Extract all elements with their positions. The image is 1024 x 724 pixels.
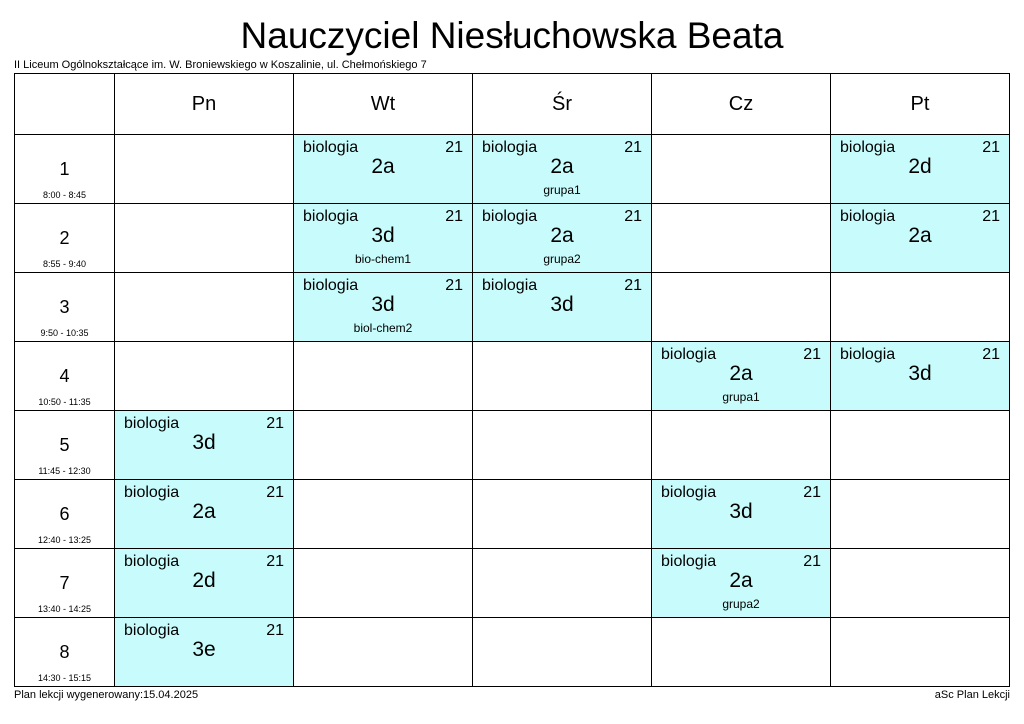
lesson-room: 21 (982, 346, 1000, 363)
lesson-cell (115, 618, 294, 687)
lesson-subject: biologia (303, 208, 359, 225)
empty-cell (831, 618, 1010, 687)
lesson-cell (652, 342, 831, 411)
day-header: Cz (652, 74, 831, 135)
period-cell (15, 342, 115, 411)
lesson-subject: biologia (661, 346, 717, 363)
lesson-subject: biologia (124, 622, 180, 639)
lesson-group: biol-chem2 (353, 321, 413, 335)
lesson-class: 2a (550, 155, 574, 178)
period-row (15, 618, 1010, 687)
empty-cell (831, 549, 1010, 618)
lesson-subject: biologia (303, 277, 359, 294)
lesson-group: grupa1 (722, 390, 760, 404)
lesson-cell (294, 204, 473, 273)
lesson-room: 21 (624, 139, 642, 156)
software-brand: aSc Plan Lekcji (934, 689, 1010, 701)
lesson-class: 2a (371, 155, 395, 178)
lesson-class: 2d (908, 155, 932, 178)
period-cell (15, 618, 115, 687)
period-number: 4 (59, 366, 70, 386)
empty-cell (831, 411, 1010, 480)
empty-cell (473, 480, 652, 549)
lesson-subject: biologia (482, 277, 538, 294)
lesson-cell (115, 480, 294, 549)
empty-cell (294, 342, 473, 411)
lesson-group: bio-chem1 (354, 252, 412, 266)
period-row (15, 480, 1010, 549)
period-cell (15, 549, 115, 618)
corner-cell (15, 74, 115, 135)
lesson-subject: biologia (303, 139, 359, 156)
day-header: Pt (831, 74, 1010, 135)
lesson-cell (294, 273, 473, 342)
period-cell (15, 135, 115, 204)
period-cell (15, 480, 115, 549)
lesson-subject: biologia (124, 553, 180, 570)
period-row (15, 342, 1010, 411)
lesson-room: 21 (266, 484, 284, 501)
empty-cell (831, 273, 1010, 342)
empty-cell (473, 618, 652, 687)
lesson-cell (115, 411, 294, 480)
lesson-room: 21 (445, 208, 463, 225)
lesson-class: 2a (550, 224, 574, 247)
lesson-subject: biologia (661, 553, 717, 570)
empty-cell (473, 411, 652, 480)
lesson-room: 21 (803, 346, 821, 363)
empty-cell (115, 273, 294, 342)
period-row (15, 549, 1010, 618)
period-time: 11:45 - 12:30 (38, 466, 91, 476)
lesson-class: 3e (192, 638, 216, 661)
period-number: 7 (59, 573, 70, 593)
lesson-cell (652, 549, 831, 618)
empty-cell (294, 618, 473, 687)
lesson-class: 2a (192, 500, 216, 523)
empty-cell (115, 342, 294, 411)
lesson-subject: biologia (482, 139, 538, 156)
generated-date: Plan lekcji wygenerowany:15.04.2025 (14, 689, 199, 701)
lesson-room: 21 (266, 415, 284, 432)
lesson-group: grupa2 (543, 252, 581, 266)
lesson-subject: biologia (661, 484, 717, 501)
period-time: 8:55 - 9:40 (42, 259, 87, 269)
period-cell (15, 273, 115, 342)
period-cell (15, 204, 115, 273)
timetable (14, 73, 1010, 687)
period-number: 1 (59, 159, 70, 179)
lesson-cell (115, 549, 294, 618)
lesson-class: 3d (192, 431, 216, 454)
empty-cell (652, 135, 831, 204)
lesson-cell (473, 204, 652, 273)
empty-cell (652, 204, 831, 273)
lesson-class: 2a (729, 569, 753, 592)
period-time: 9:50 - 10:35 (40, 328, 89, 338)
empty-cell (115, 204, 294, 273)
day-header: Wt (294, 74, 473, 135)
empty-cell (115, 135, 294, 204)
school-name: II Liceum Ogólnokształcące im. W. Broniewskiego w Koszalinie, ul. Chełmońskiego 7 (14, 59, 427, 71)
lesson-subject: biologia (840, 208, 896, 225)
empty-cell (652, 411, 831, 480)
lesson-cell (473, 273, 652, 342)
lesson-class: 3d (371, 293, 395, 316)
lesson-room: 21 (266, 622, 284, 639)
empty-cell (294, 549, 473, 618)
lesson-class: 2a (908, 224, 932, 247)
period-number: 2 (59, 228, 70, 248)
lesson-cell (831, 135, 1010, 204)
period-number: 6 (59, 504, 70, 524)
period-row (15, 135, 1010, 204)
lesson-subject: biologia (124, 484, 180, 501)
empty-cell (473, 342, 652, 411)
lesson-room: 21 (803, 553, 821, 570)
day-header: Śr (473, 74, 652, 135)
lesson-class: 3d (371, 224, 395, 247)
period-time: 10:50 - 11:35 (38, 397, 91, 407)
empty-cell (473, 549, 652, 618)
lesson-cell (294, 135, 473, 204)
lesson-class: 3d (908, 362, 932, 385)
lesson-room: 21 (803, 484, 821, 501)
lesson-group: grupa2 (722, 597, 760, 611)
period-time: 12:40 - 13:25 (37, 535, 92, 545)
page-title: Nauczyciel Niesłuchowska Beata (240, 15, 784, 56)
lesson-room: 21 (266, 553, 284, 570)
lesson-subject: biologia (124, 415, 180, 432)
period-row (15, 204, 1010, 273)
lesson-cell (831, 204, 1010, 273)
period-number: 3 (59, 297, 70, 317)
empty-cell (652, 273, 831, 342)
lesson-room: 21 (982, 208, 1000, 225)
empty-cell (294, 411, 473, 480)
lesson-class: 3d (550, 293, 574, 316)
lesson-cell (831, 342, 1010, 411)
empty-cell (652, 618, 831, 687)
empty-cell (831, 480, 1010, 549)
lesson-group: grupa1 (543, 183, 581, 197)
lesson-class: 2d (192, 569, 216, 592)
lesson-class: 2a (729, 362, 753, 385)
lesson-room: 21 (624, 277, 642, 294)
lesson-subject: biologia (840, 139, 896, 156)
empty-cell (294, 480, 473, 549)
lesson-subject: biologia (840, 346, 896, 363)
period-time: 8:00 - 8:45 (42, 190, 87, 200)
period-time: 14:30 - 15:15 (37, 673, 92, 683)
lesson-subject: biologia (482, 208, 538, 225)
day-header: Pn (115, 74, 294, 135)
period-row (15, 273, 1010, 342)
period-number: 8 (59, 642, 70, 662)
lesson-room: 21 (445, 139, 463, 156)
lesson-cell (473, 135, 652, 204)
lesson-room: 21 (624, 208, 642, 225)
period-number: 5 (59, 435, 70, 455)
period-row (15, 411, 1010, 480)
period-cell (15, 411, 115, 480)
lesson-class: 3d (729, 500, 753, 523)
period-time: 13:40 - 14:25 (37, 604, 92, 614)
header-row (15, 74, 1010, 135)
lesson-cell (652, 480, 831, 549)
lesson-room: 21 (445, 277, 463, 294)
lesson-room: 21 (982, 139, 1000, 156)
